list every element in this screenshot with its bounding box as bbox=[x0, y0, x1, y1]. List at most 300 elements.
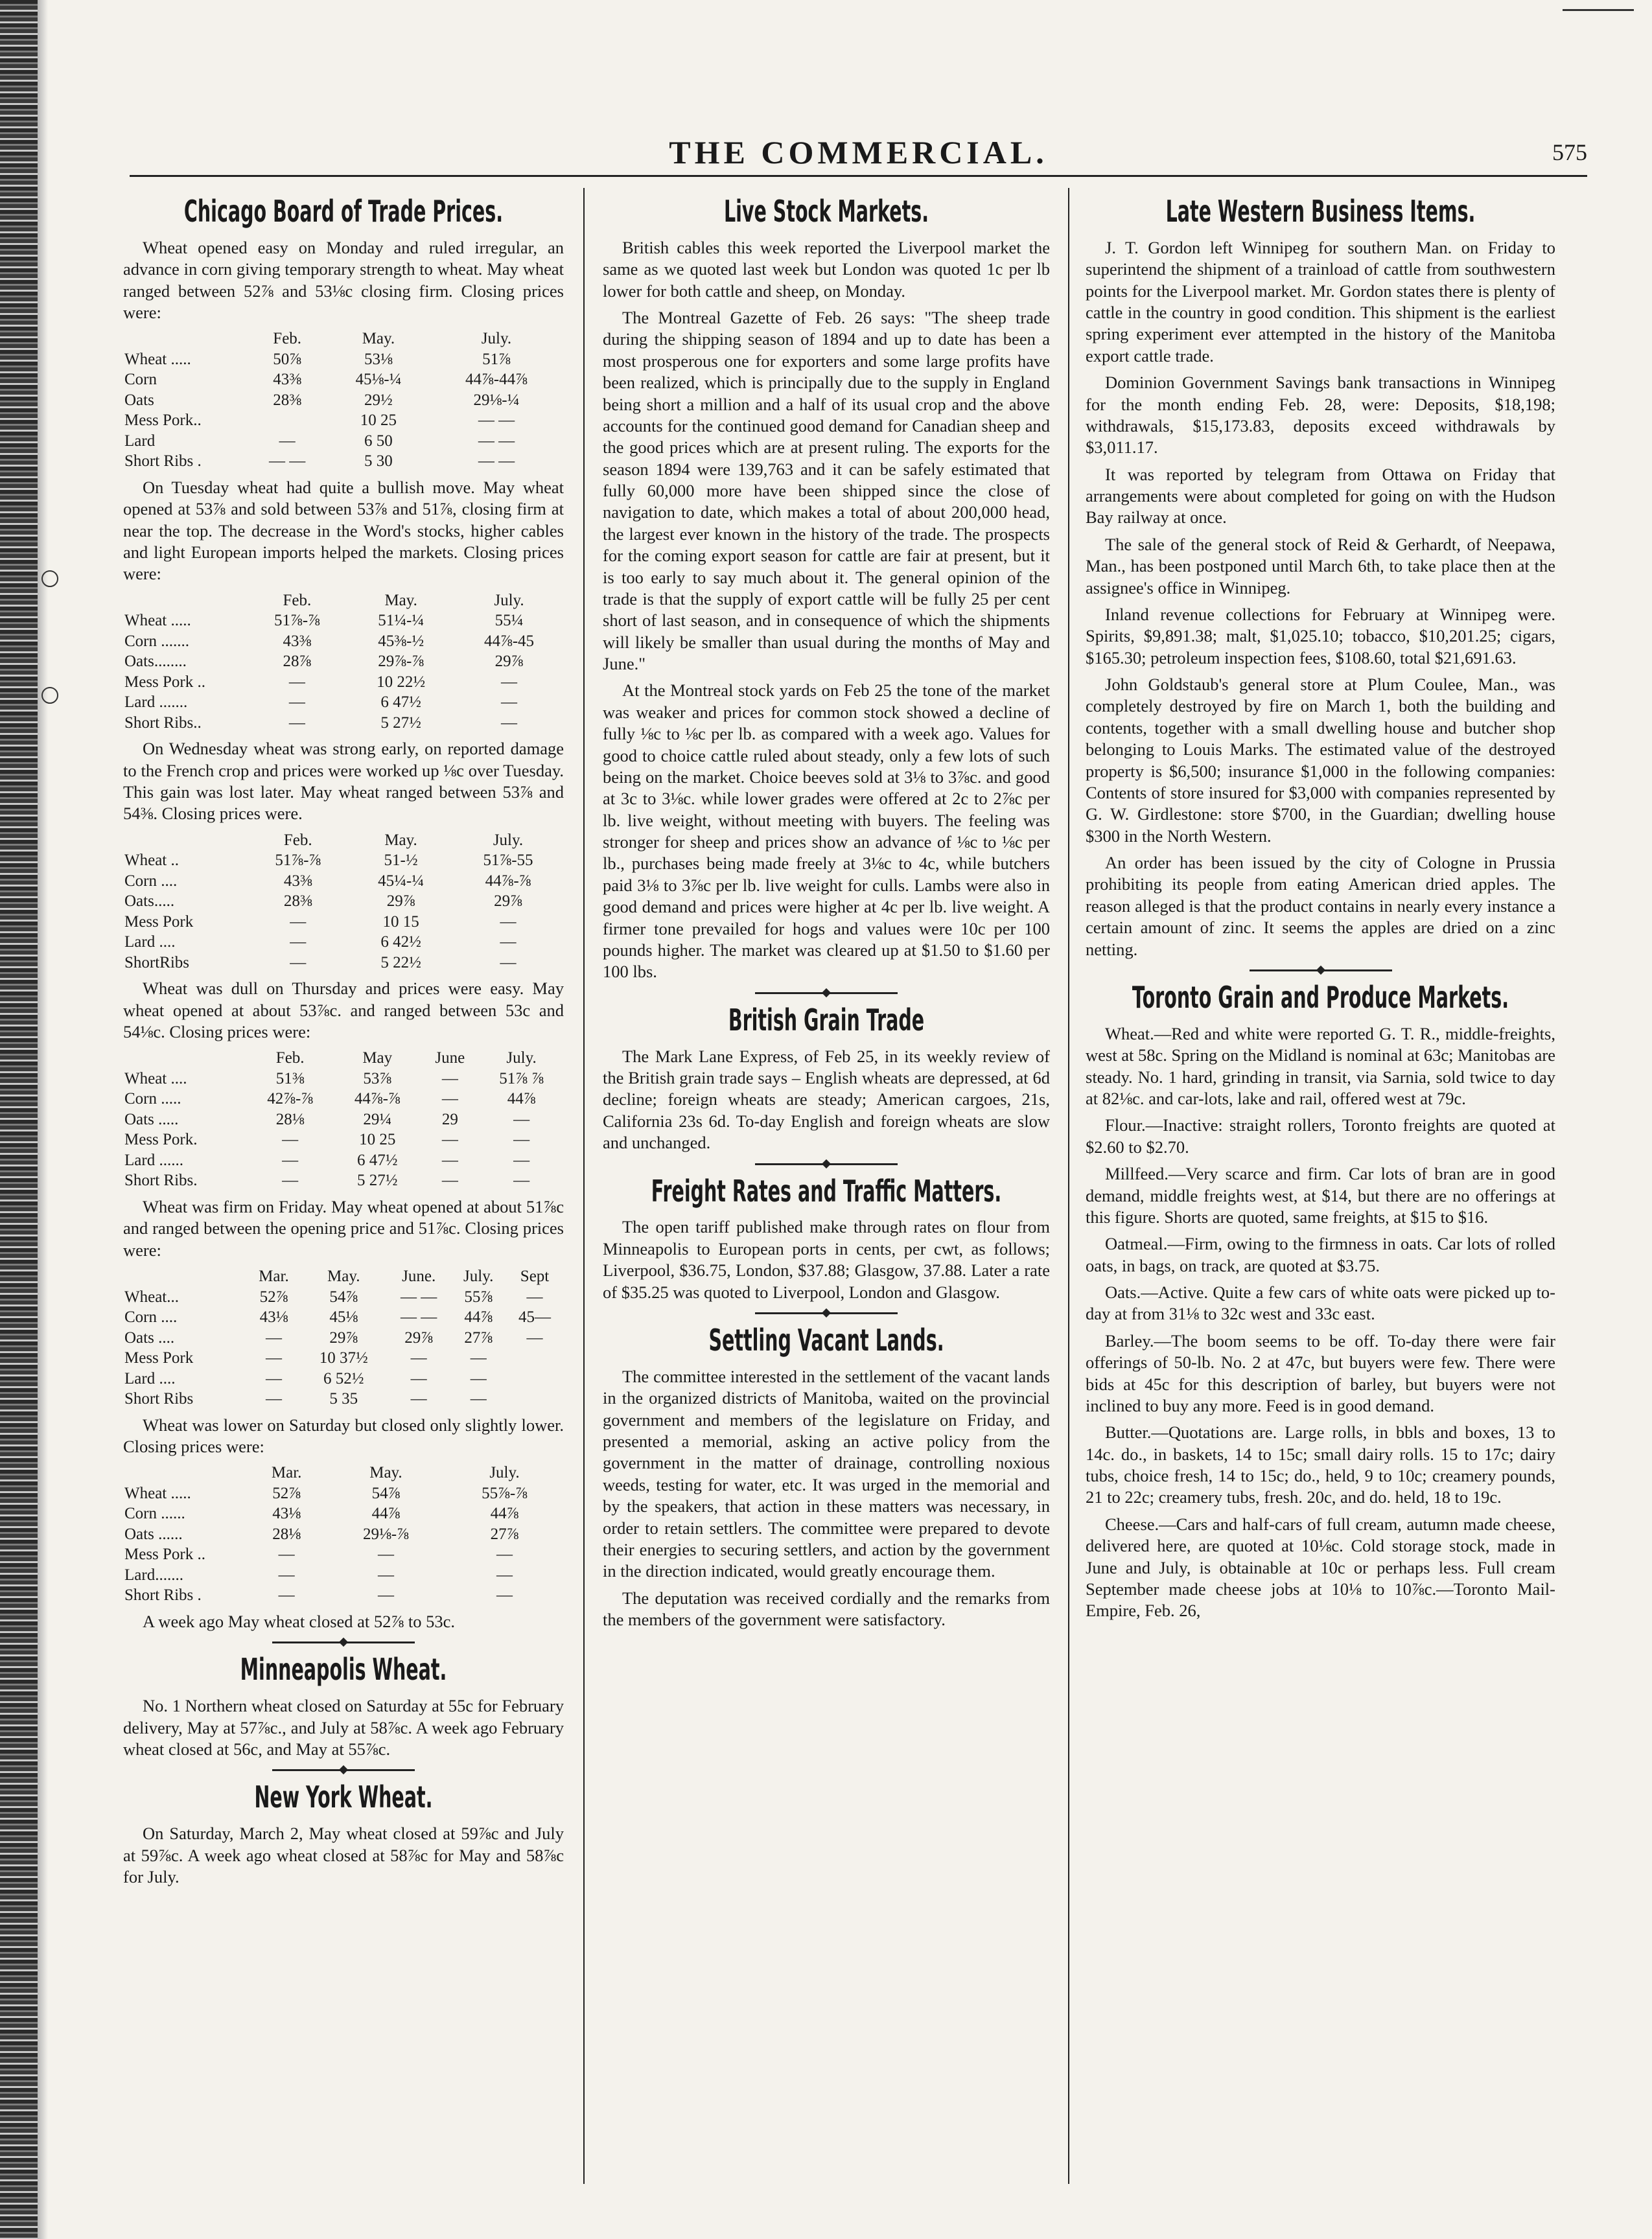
price-cell: — bbox=[441, 1151, 458, 1169]
price-cell: — bbox=[278, 1546, 295, 1564]
article-paragraph: Oats.—Active. Quite a few cars of white oats were picked up to-day at from 31⅛ to 32c west and 33c east. bbox=[1086, 1282, 1555, 1324]
table-row bbox=[123, 672, 564, 693]
commodity-label: Short Ribs.. bbox=[124, 713, 202, 732]
price-cell: — — bbox=[478, 432, 515, 450]
commodity-label: Oats........ bbox=[124, 653, 187, 671]
article-paragraph: Cheese.—Cars and half-cars of full cream, autumn made cheese, delivered here, are quoted at 10⅛c. Cold storage stock, made in June and July, is obtainable at 10c or perhaps less. Full cream September made cheese jobs at 10⅛ to 10⅞c.—Toronto Mail-Empire, Feb. 26, bbox=[1086, 1514, 1555, 1621]
table-row bbox=[123, 871, 564, 892]
article-paragraph: Butter.—Quotations are. Large rolls, in bbls and boxes, 13 to 14c. do., in baskets, 14 to 15c; small dairy rolls. 15 to 17c; dairy tubs, choice fresh, 14 to 15c; do., held, 9 to 10c; creamery pounds, 21 to 22c; creamery tubs, fresh. 20c, and do. held, 18 to 19c. bbox=[1086, 1422, 1555, 1507]
table-header-cell: Sept bbox=[520, 1268, 550, 1286]
price-cell: — bbox=[470, 1349, 487, 1367]
price-cell: — bbox=[470, 1369, 487, 1387]
section-separator bbox=[272, 1642, 415, 1643]
table-header-cell: July. bbox=[481, 330, 512, 348]
price-cell: 44⅞ bbox=[490, 1505, 519, 1523]
table-row bbox=[123, 349, 564, 370]
closing-prices-table bbox=[123, 590, 564, 734]
article-paragraph: It was reported by telegram from Ottawa on Friday that arrangements were about completed for going on with the Hudson Bay railway at once. bbox=[1086, 464, 1555, 528]
table-row bbox=[123, 1565, 564, 1586]
article-paragraph: Millfeed.—Very scarce and firm. Car lots of bran are in good demand, middle freights west, at $14, but there are no offerings at this figure. Shorts are quoted, same freights, at $15 to $16. bbox=[1086, 1164, 1555, 1227]
price-cell: — bbox=[265, 1369, 282, 1387]
table-row bbox=[123, 1369, 564, 1389]
commodity-label: Lard bbox=[124, 432, 156, 450]
commodity-label: ShortRibs bbox=[124, 953, 190, 971]
price-cell: 29⅞ bbox=[404, 1328, 434, 1347]
price-cell: 27⅞ bbox=[464, 1328, 493, 1347]
table-row bbox=[123, 369, 564, 390]
commodity-label: Wheat ..... bbox=[124, 350, 191, 368]
table-row bbox=[123, 1585, 564, 1606]
table-header-cell: July. bbox=[494, 591, 524, 609]
price-cell: 10 25 bbox=[359, 1131, 396, 1149]
price-cell: — bbox=[526, 1288, 543, 1306]
table-row bbox=[123, 1524, 564, 1545]
commodity-label: Oats bbox=[124, 391, 154, 409]
price-cell: — bbox=[470, 1390, 487, 1408]
commodity-label: Wheat .... bbox=[124, 1069, 187, 1087]
commodity-label: Lard .... bbox=[124, 1369, 176, 1387]
table-row bbox=[123, 1287, 564, 1308]
table-row bbox=[123, 631, 564, 652]
table-row bbox=[123, 431, 564, 452]
price-cell: 50⅞ bbox=[273, 350, 302, 368]
commodity-label: Short Ribs . bbox=[124, 1586, 202, 1605]
price-cell: — bbox=[279, 432, 296, 450]
commodity-label: Mess Pork.. bbox=[124, 412, 202, 430]
article-headline: British Grain Trade bbox=[728, 1002, 925, 1038]
price-cell: 29 bbox=[441, 1110, 458, 1128]
price-cell: 10 37½ bbox=[319, 1349, 368, 1367]
price-cell: 5 27½ bbox=[356, 1172, 398, 1190]
price-cell: — bbox=[282, 1151, 299, 1169]
price-cell: 10 22½ bbox=[377, 673, 426, 691]
price-cell: 27⅞ bbox=[490, 1525, 519, 1543]
price-cell: 29¼ bbox=[363, 1110, 392, 1128]
price-cell: 53⅞ bbox=[363, 1069, 392, 1087]
price-cell: 45⅛ bbox=[329, 1308, 358, 1327]
article-paragraph: Wheat was firm on Friday. May wheat opened at about 51⅞c and ranged between the opening price and 51⅞c. Closing prices were: bbox=[123, 1196, 564, 1260]
price-cell: 55⅞-⅞ bbox=[482, 1484, 528, 1502]
price-cell: 29½ bbox=[364, 391, 393, 409]
price-cell: — bbox=[278, 1566, 295, 1584]
price-cell: 45— bbox=[518, 1308, 552, 1327]
price-cell: 51⅜ bbox=[275, 1069, 305, 1087]
article-section bbox=[123, 193, 564, 1632]
article-paragraph: The deputation was received cordially and the remarks from the members of the government were satisfactory. bbox=[603, 1588, 1050, 1630]
column-3 bbox=[1086, 188, 1555, 2184]
commodity-label: Corn ..... bbox=[124, 1090, 181, 1108]
article-headline: Live Stock Markets. bbox=[723, 194, 929, 229]
closing-prices-table bbox=[123, 1463, 564, 1606]
price-cell: — bbox=[377, 1546, 394, 1564]
commodity-label: Mess Pork .. bbox=[124, 1546, 206, 1564]
price-cell: 44⅞-45 bbox=[483, 632, 535, 650]
table-row bbox=[123, 1069, 564, 1089]
price-cell: 54⅞ bbox=[371, 1484, 401, 1502]
closing-prices-table bbox=[123, 1266, 564, 1410]
article-paragraph: Dominion Government Savings bank transactions in Winnipeg for the month ending Feb. 28, were: Deposits, $18,198; withdrawals, $15,173.83, deposits exceed withdrawals by $3,011.17. bbox=[1086, 373, 1555, 458]
table-header-cell bbox=[123, 590, 246, 611]
article-headline: Toronto Grain and Produce Markets. bbox=[1132, 979, 1509, 1015]
price-cell: 6 52½ bbox=[323, 1369, 364, 1387]
commodity-label: Short Ribs. bbox=[124, 1172, 198, 1190]
price-cell: — — bbox=[269, 452, 306, 470]
commodity-label: Wheat ..... bbox=[124, 612, 191, 630]
article-paragraph: The committee interested in the settlement of the vacant lands in the organized districts of Manitoba, waited on the provincial government and members of the legislature on Friday, and presented a memorial, asking an active policy from the government in the matter of drainage, controlling noxious weeds, testing for water, etc. It was urged in the memorial and by the speakers, that action in these matters was necessary, in order to retain settlers. The committee were prepared to devote their energies to securing settlers, and action by the government in the direction indicated, would greatly encourage them. bbox=[603, 1366, 1050, 1581]
price-cell: 5 35 bbox=[329, 1390, 358, 1408]
table-header-row bbox=[123, 1266, 564, 1287]
article-headline: Freight Rates and Traffic Matters. bbox=[651, 1173, 1002, 1209]
price-cell: — bbox=[496, 1566, 513, 1584]
article-headline: Minneapolis Wheat. bbox=[240, 1652, 447, 1688]
page-number: 575 bbox=[1552, 139, 1587, 165]
table-row bbox=[123, 1483, 564, 1504]
price-cell: 28⅜ bbox=[273, 391, 302, 409]
scanned-binding-edge bbox=[0, 0, 38, 2239]
closing-prices-table bbox=[123, 1048, 564, 1191]
article-section bbox=[123, 1779, 564, 1888]
corner-mark bbox=[1563, 9, 1634, 11]
price-cell: 6 47½ bbox=[380, 693, 421, 712]
table-row bbox=[123, 1130, 564, 1150]
price-cell: — bbox=[265, 1328, 282, 1347]
price-cell: — bbox=[377, 1566, 394, 1584]
article-section bbox=[603, 1002, 1050, 1154]
closing-prices-table bbox=[123, 329, 564, 472]
price-cell: 51¼-¼ bbox=[378, 612, 425, 630]
price-cell: — bbox=[265, 1349, 282, 1367]
price-cell: 45⅛-¼ bbox=[355, 371, 402, 389]
table-header-cell bbox=[123, 1463, 246, 1483]
table-row bbox=[123, 953, 564, 973]
price-cell: 44⅞ bbox=[464, 1308, 493, 1327]
commodity-label: Lard .... bbox=[124, 933, 176, 951]
table-header-row bbox=[123, 1463, 564, 1483]
price-cell: 51⅞-⅞ bbox=[273, 612, 320, 630]
table-row bbox=[123, 1307, 564, 1328]
column-rule bbox=[583, 188, 585, 2184]
table-row bbox=[123, 651, 564, 672]
price-cell: — bbox=[290, 933, 307, 951]
price-cell: — bbox=[496, 1586, 513, 1605]
table-header-cell: June bbox=[435, 1049, 465, 1067]
table-row bbox=[123, 912, 564, 933]
price-cell: 6 47½ bbox=[356, 1151, 398, 1169]
price-cell: — bbox=[410, 1349, 427, 1367]
price-cell: 29⅛-⅞ bbox=[363, 1525, 409, 1543]
article-section bbox=[603, 1322, 1050, 1630]
price-cell: — bbox=[410, 1390, 427, 1408]
price-cell: 28⅛ bbox=[275, 1110, 305, 1128]
commodity-label: Short Ribs bbox=[124, 1390, 194, 1408]
article-headline: New York Wheat. bbox=[254, 1780, 433, 1815]
table-header-cell bbox=[123, 1266, 246, 1287]
price-cell: — bbox=[377, 1586, 394, 1605]
commodity-label: Mess Pork. bbox=[124, 1131, 198, 1149]
table-row bbox=[123, 1328, 564, 1349]
masthead-title: THE COMMERCIAL. bbox=[669, 134, 1048, 170]
commodity-label: Corn ....... bbox=[124, 632, 189, 650]
section-separator bbox=[272, 1769, 415, 1771]
article-paragraph: No. 1 Northern wheat closed on Saturday at 55c for February delivery, May at 57⅞c., and July at 58⅞c. A week ago February wheat closed at 56c, and May at 55⅞c. bbox=[123, 1696, 564, 1759]
column-2 bbox=[603, 188, 1050, 2184]
price-cell: 53⅛ bbox=[364, 350, 393, 368]
article-headline: Chicago Board of Trade Prices. bbox=[183, 194, 504, 229]
column-rule bbox=[1068, 188, 1069, 2184]
table-header-cell bbox=[123, 329, 246, 349]
price-cell: — bbox=[513, 1131, 530, 1149]
article-headline: Late Western Business Items. bbox=[1165, 194, 1476, 229]
price-cell: 51⅞ bbox=[482, 350, 511, 368]
table-row bbox=[123, 1348, 564, 1369]
price-cell: — bbox=[441, 1090, 458, 1108]
article-paragraph: On Wednesday wheat was strong early, on reported damage to the French crop and prices were worked up ⅛c over Tuesday. This gain was lost later. May wheat ranged between 53⅞ and 54⅜. Closing prices were. bbox=[123, 739, 564, 824]
article-paragraph: Barley.—The boom seems to be off. To-day there were fair offerings of 50-lb. No. 2 at 47c, but buyers were few. There were bids at 45c for this description of barley, but buyers were not inclined to buy any more. Feed is in good demand. bbox=[1086, 1330, 1555, 1415]
price-cell: — — bbox=[401, 1288, 437, 1306]
section-separator bbox=[755, 1163, 898, 1165]
price-cell: — bbox=[278, 1586, 295, 1605]
table-header-cell: Feb. bbox=[273, 330, 302, 348]
commodity-label: Mess Pork .. bbox=[124, 673, 206, 691]
commodity-label: Short Ribs . bbox=[124, 452, 202, 470]
price-cell: 29⅞ bbox=[494, 653, 524, 671]
article-paragraph: Inland revenue collections for February at Winnipeg were. Spirits, $9,891.38; malt, $1,025.10; tobacco, $10,201.25; cigars, $165.30; petroleum inspection fees, $108.60, total $21,691.63. bbox=[1086, 604, 1555, 667]
table-row bbox=[123, 451, 564, 472]
price-cell: 6 50 bbox=[364, 432, 393, 450]
price-cell: — bbox=[290, 953, 307, 971]
table-row bbox=[123, 692, 564, 713]
commodity-label: Mess Pork bbox=[124, 1349, 194, 1367]
price-cell: — bbox=[441, 1069, 458, 1087]
commodity-label: Oats ..... bbox=[124, 1110, 179, 1128]
article-paragraph: Wheat.—Red and white were reported G. T. R., middle-freights, west at 58c. Spring on the Midland is nominal at 63c; Manitobas are steady. No. 1 hard, grinding in transit, via Sarnia, sold twice to day at 82⅛c. and car-lots, lake and rail, offered west at 79c. bbox=[1086, 1023, 1555, 1109]
article-paragraph: J. T. Gordon left Winnipeg for southern Man. on Friday to superintend the shipment of a trainload of cattle from southwestern points for the Liverpool market. Mr. Gordon states there is plenty of cattle in the country in good condition. This shipment is the earliest spring experiment ever attempted in the history of the Manitoba export cattle trade. bbox=[1086, 237, 1555, 365]
price-cell bbox=[246, 410, 328, 431]
table-row bbox=[123, 1170, 564, 1191]
price-cell: 6 42½ bbox=[380, 933, 421, 951]
table-row bbox=[123, 1089, 564, 1109]
price-cell: 52⅞ bbox=[272, 1484, 301, 1502]
table-row bbox=[123, 1109, 564, 1130]
table-header-cell: July. bbox=[463, 1268, 494, 1286]
table-header-cell: June. bbox=[402, 1268, 436, 1286]
price-cell: 10 15 bbox=[382, 912, 419, 931]
commodity-label: Oats .... bbox=[124, 1328, 175, 1347]
article-paragraph: A week ago May wheat closed at 52⅞ to 53c. bbox=[143, 1611, 456, 1631]
table-header-cell: July. bbox=[489, 1464, 520, 1482]
table-row bbox=[123, 1503, 564, 1524]
price-cell: 45¼-¼ bbox=[378, 872, 424, 890]
price-cell: 43⅜ bbox=[273, 371, 302, 389]
price-cell: — bbox=[501, 713, 517, 732]
table-header-cell: Mar. bbox=[259, 1268, 289, 1286]
article-paragraph: Oatmeal.—Firm, owing to the firmness in oats. Car lots of rolled oats, in bags, on track, are quoted at $3.75. bbox=[1086, 1234, 1555, 1275]
price-cell: 51⅞-55 bbox=[483, 852, 533, 870]
price-cell: — bbox=[282, 1131, 299, 1149]
article-paragraph: The sale of the general stock of Reid & Gerhardt, of Neepawa, Man., has been postponed until March 6th, to take place then at the assignee's office in Winnipeg. bbox=[1086, 534, 1555, 597]
section-separator bbox=[1250, 969, 1392, 971]
price-cell: — bbox=[282, 1172, 299, 1190]
price-cell: — bbox=[290, 912, 307, 931]
article-paragraph: At the Montreal stock yards on Feb 25 the tone of the market was weaker and prices for common stock showed a decline of fully ⅛c to ⅛c per lb. as compared with a week ago. Values for good to choice cattle ruled about steady, only a few lots of such being on the market. Choice beeves sold at 3⅛ to 3⅞c. and good at 3c to 3⅛c. while lower grades were offered at 2c to 2⅞c per lb. live weight, without meeting with buyers. The feeling was stronger for sheep and prices show an advance of ⅛c to ⅛c per lb., purchases being made freely at 3⅛c to 4c, while butchers paid 3⅛ to 3⅞c per lb. live weight for culls. Lambs were also in good demand and prices were higher at 4c per lb. live weight. A firmer tone prevailed for hogs and values were 10c per 100 pounds higher. The market was cleared up at $1.50 to $1.60 per 100 lbs. bbox=[603, 680, 1050, 982]
table-row bbox=[123, 390, 564, 411]
commodity-label: Oats..... bbox=[124, 892, 175, 911]
margin-ornament-icon bbox=[41, 687, 58, 704]
table-header-cell: May. bbox=[327, 1268, 360, 1286]
table-header-cell: May. bbox=[384, 591, 417, 609]
price-cell: — bbox=[288, 673, 305, 691]
table-header-row bbox=[123, 830, 564, 851]
price-cell bbox=[506, 1369, 564, 1389]
commodity-label: Lard ...... bbox=[124, 1151, 183, 1169]
price-cell: 55¼ bbox=[494, 612, 524, 630]
table-row bbox=[123, 1389, 564, 1410]
article-paragraph: On Saturday, March 2, May wheat closed at 59⅞c and July at 59⅞c. A week ago wheat closed at 58⅞c for May and 58⅞c for July. bbox=[123, 1824, 564, 1886]
table-row bbox=[123, 410, 564, 431]
section-separator bbox=[755, 1312, 898, 1314]
price-cell: 10 25 bbox=[360, 412, 397, 430]
article-paragraph: The open tariff published make through rates on flour from Minneapolis to European ports in cents, per cwt, as follows; Liverpool, $36.75, London, $37.88; Glasgow, 37.88. Later a rate of $35.25 was quoted to Liverpool, London and Glasgow. bbox=[603, 1217, 1050, 1302]
table-header-row bbox=[123, 590, 564, 611]
price-cell: 29⅞ bbox=[494, 892, 522, 911]
article-section bbox=[603, 193, 1050, 983]
commodity-label: Corn bbox=[124, 371, 157, 389]
article-paragraph: An order has been issued by the city of Cologne in Prussia prohibiting its people from eating American dried apples. The reason alleged is that the product contains in nearly every instance a certain amount of zinc. It seems the apples are dried on a zinc netting. bbox=[1086, 853, 1555, 959]
price-cell bbox=[506, 1348, 564, 1369]
price-cell: — — bbox=[401, 1308, 437, 1327]
article-paragraph: John Goldstaub's general store at Plum Coulee, Man., was completely destroyed by fire on March 1, both the building and contents, together with a small dwelling house and butcher shop belonging to Louis Marks. The estimated value of the destroyed property is $6,500; insurance $1,000 in the following companies: Contents of store insured for $3,000 with companies represented by G. W. Girdlestone: store $700, in the Guardian; dwelling house $300 in the North Western. bbox=[1086, 675, 1555, 846]
price-cell: 5 30 bbox=[364, 452, 393, 470]
price-cell: — bbox=[500, 953, 517, 971]
table-row bbox=[123, 1150, 564, 1171]
table-header-cell: May bbox=[362, 1049, 393, 1067]
price-cell: 44⅞-⅞ bbox=[354, 1090, 401, 1108]
price-cell: 52⅞ bbox=[259, 1288, 288, 1306]
price-cell: 28⅜ bbox=[283, 892, 312, 911]
price-cell: — bbox=[513, 1151, 530, 1169]
price-cell bbox=[506, 1389, 564, 1410]
price-cell: — bbox=[501, 673, 517, 691]
article-section bbox=[1086, 193, 1555, 960]
price-cell: 51⅞-⅞ bbox=[275, 852, 321, 870]
commodity-label: Mess Pork bbox=[124, 912, 194, 931]
article-section bbox=[1086, 979, 1555, 1622]
price-cell: — bbox=[501, 693, 517, 712]
price-cell: 42⅞-⅞ bbox=[267, 1090, 314, 1108]
table-header-row bbox=[123, 329, 564, 349]
price-cell: 29⅛-¼ bbox=[473, 391, 520, 409]
commodity-label: Wheat .. bbox=[124, 852, 179, 870]
price-cell: 29⅞ bbox=[386, 892, 415, 911]
price-cell: — bbox=[410, 1369, 427, 1387]
article-section bbox=[123, 1651, 564, 1760]
article-paragraph: Wheat was lower on Saturday but closed only slightly lower. Closing prices were: bbox=[123, 1415, 564, 1456]
price-cell: 44⅞-⅞ bbox=[485, 872, 531, 890]
table-row bbox=[123, 610, 564, 631]
price-cell: — bbox=[288, 693, 305, 712]
price-cell: — — bbox=[478, 452, 515, 470]
commodity-label: Corn ...... bbox=[124, 1505, 185, 1523]
price-cell: 44⅞ bbox=[371, 1505, 401, 1523]
price-cell: — bbox=[513, 1172, 530, 1190]
table-header-cell: Feb. bbox=[283, 591, 312, 609]
price-cell: 43⅜ bbox=[283, 632, 312, 650]
article-paragraph: Flour.—Inactive: straight rollers, Toronto freights are quoted at $2.60 to $2.70. bbox=[1086, 1115, 1555, 1157]
price-cell: 45⅜-½ bbox=[378, 632, 425, 650]
closing-prices-table bbox=[123, 830, 564, 973]
table-header-cell: July. bbox=[506, 1049, 537, 1067]
commodity-label: Oats ...... bbox=[124, 1525, 183, 1543]
table-row bbox=[123, 891, 564, 912]
price-cell: 43⅛ bbox=[259, 1308, 288, 1327]
price-cell: 43⅜ bbox=[283, 872, 312, 890]
article-paragraph: British cables this week reported the Liverpool market the same as we quoted last week but London was quoted 1c per lb lower for both cattle and sheep, on Monday. bbox=[603, 237, 1050, 301]
price-cell: 54⅞ bbox=[329, 1288, 358, 1306]
article-headline: Settling Vacant Lands. bbox=[708, 1322, 944, 1358]
table-header-cell: May. bbox=[369, 1464, 402, 1482]
price-cell: 51-½ bbox=[384, 852, 418, 870]
table-row bbox=[123, 713, 564, 734]
table-header-cell: May. bbox=[384, 831, 417, 849]
table-header-cell: Feb. bbox=[275, 1049, 305, 1067]
price-cell: 43⅛ bbox=[272, 1505, 301, 1523]
commodity-label: Lard ....... bbox=[124, 693, 188, 712]
commodity-label: Corn .... bbox=[124, 872, 178, 890]
price-cell: 44⅞ bbox=[507, 1090, 536, 1108]
price-cell: — bbox=[513, 1110, 530, 1128]
price-cell: 55⅞ bbox=[464, 1288, 493, 1306]
article-paragraph: The Montreal Gazette of Feb. 26 says: "The sheep trade during the shipping season of 1894 and up to date has been a most prosperous one for exporters and some large profits have been realized, which is principally due to the supply in England being short a million and a half of its usual crop and the above accounts for the continued good demand for Canadian sheep and the good prices which are at present ruling. The exports for the season 1894 were 139,763 and it can be safely estimated that fully 60,000 more have been shipped since the close of navigation to date, which makes a total of about 200,000 head, the largest ever known in the history of the trade. The prospects for the coming export season for cattle are fair at present, but it is too early to say much about it. The general opinion of the trade is that the supply of export cattle will be fully 25 per cent short of last season, and in consequence of which the shipments will likely be smaller than usual during the months of May and June." bbox=[603, 308, 1050, 674]
price-cell: — bbox=[265, 1390, 282, 1408]
price-cell: — bbox=[526, 1328, 543, 1347]
commodity-label: Lard....... bbox=[124, 1566, 183, 1584]
table-header-cell: May. bbox=[362, 330, 395, 348]
price-cell: 5 27½ bbox=[380, 713, 421, 732]
table-header-cell: Mar. bbox=[271, 1464, 302, 1482]
section-separator bbox=[755, 992, 898, 994]
table-row bbox=[123, 1544, 564, 1565]
column-1 bbox=[123, 188, 564, 2184]
price-cell: — bbox=[441, 1131, 458, 1149]
table-header-cell: July. bbox=[493, 831, 524, 849]
price-cell: 51⅞ ⅞ bbox=[499, 1069, 544, 1087]
price-cell: 29⅞-⅞ bbox=[378, 653, 425, 671]
article-section bbox=[603, 1173, 1050, 1303]
table-row bbox=[123, 850, 564, 871]
running-head bbox=[130, 130, 1587, 177]
price-cell: — bbox=[500, 912, 517, 931]
price-cell: — — bbox=[478, 412, 515, 430]
table-header-cell bbox=[123, 1048, 246, 1069]
commodity-label: Corn .... bbox=[124, 1308, 178, 1327]
price-cell: — bbox=[441, 1172, 458, 1190]
price-cell: 29⅞ bbox=[329, 1328, 358, 1347]
commodity-label: Wheat ..... bbox=[124, 1484, 191, 1502]
article-paragraph: Wheat opened easy on Monday and ruled irregular, an advance in corn giving temporary strength to wheat. May wheat ranged between 52⅞ and 53⅛c closing firm. Closing prices were: bbox=[123, 237, 564, 323]
price-cell: — bbox=[496, 1546, 513, 1564]
commodity-label: Wheat... bbox=[124, 1288, 179, 1306]
table-row bbox=[123, 932, 564, 953]
price-cell: 44⅞-44⅞ bbox=[465, 371, 528, 389]
table-header-row bbox=[123, 1048, 564, 1069]
price-cell: — bbox=[500, 933, 517, 951]
price-cell: — bbox=[288, 713, 305, 732]
table-header-cell bbox=[123, 830, 246, 851]
margin-ornament-icon bbox=[41, 570, 58, 587]
price-cell: 28⅞ bbox=[283, 653, 312, 671]
price-cell: 5 22½ bbox=[380, 953, 421, 971]
table-header-cell: Feb. bbox=[283, 831, 312, 849]
